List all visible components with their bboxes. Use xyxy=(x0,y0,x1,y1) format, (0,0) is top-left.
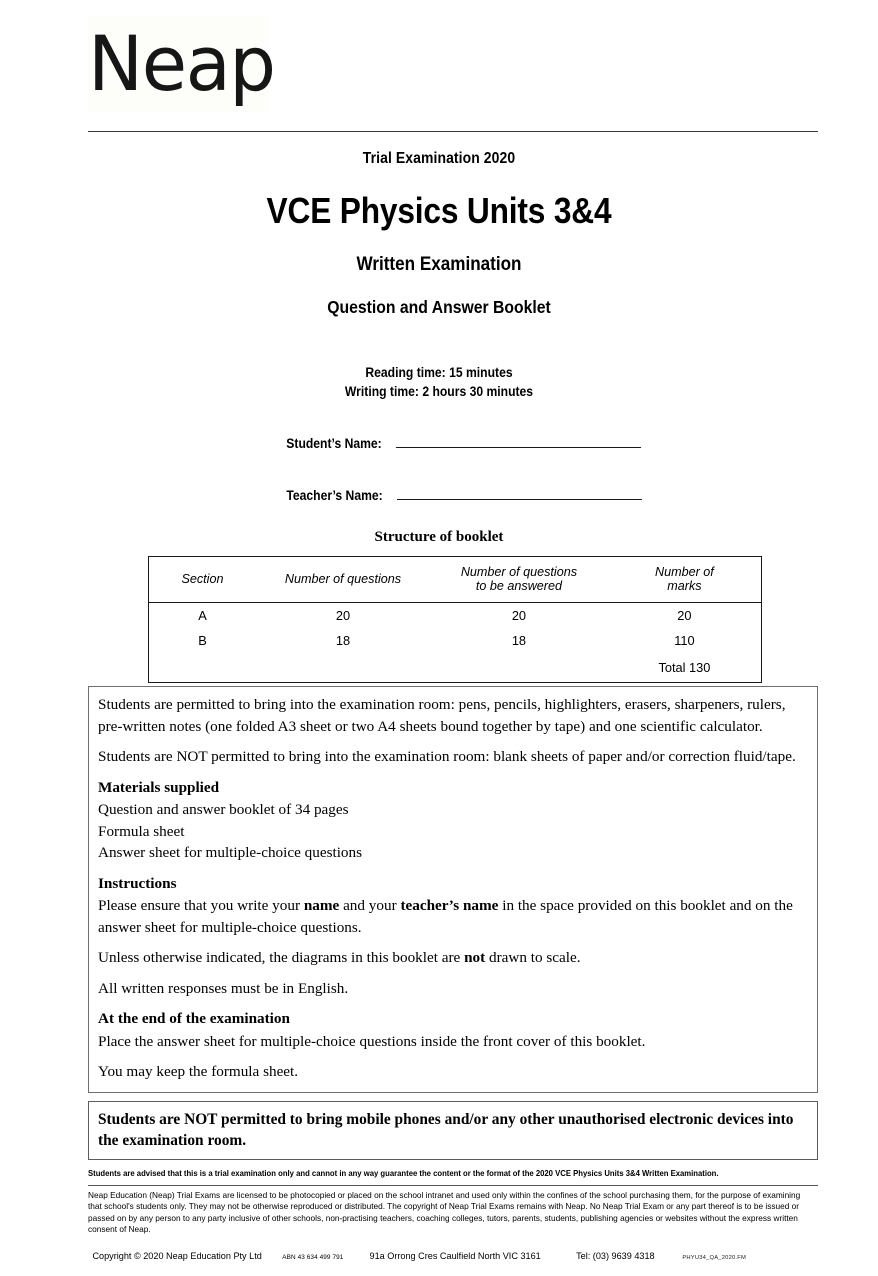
student-name-input[interactable] xyxy=(396,434,641,448)
page-title: VCE Physics Units 3&4 xyxy=(266,190,612,231)
neap-logo xyxy=(88,16,275,112)
cell-empty xyxy=(149,653,256,683)
instruction-english: All written responses must be in English. xyxy=(98,979,349,997)
fine-print-divider xyxy=(88,1185,818,1186)
column-header-questions-to-be-answered xyxy=(430,557,608,603)
column-header-line2: marks xyxy=(667,579,702,593)
booklet-type-label: Question and Answer Booklet xyxy=(327,297,551,317)
title-block xyxy=(0,150,878,318)
materials-supplied-heading: Materials supplied xyxy=(98,778,220,796)
trial-exam-disclaimer xyxy=(88,1168,818,1179)
cell-section: B xyxy=(198,633,207,648)
mobile-phone-warning-box: Students are NOT permitted to bring mobile phones and/or any other unauthorised electronic devices into the examination room. xyxy=(88,1101,818,1160)
license-text: Neap Education (Neap) Trial Exams are licensed to be photocopied or placed on the school intranet and used only within the confines of the school purchasing them, for the purpose of examining that school's students only. They may not be otherwise reproduced or distributed. The copyright of Neap Trial Exams remains with Neap. No Neap Trial Exam or any part thereof is to be issued or passed on by any person to any party inclusive of other schools, non-practising teachers, coaching colleges, tutors, parents, students, publishing agencies or websites without the express written consent of Neap. xyxy=(88,1190,801,1235)
column-header-section: Section xyxy=(149,557,256,603)
end-instruction-keep-formula-sheet: You may keep the formula sheet. xyxy=(98,1063,299,1080)
table-row xyxy=(149,628,762,653)
column-header-line2: to be answered xyxy=(475,579,562,593)
cell-to-be-answered: 18 xyxy=(511,633,527,648)
instr-emphasis-teacher-name: teacher’s name xyxy=(400,897,499,914)
student-name-label: Student’s Name: xyxy=(286,436,382,451)
structure-of-booklet-table xyxy=(148,556,762,683)
document-code-text: PHYU34_QA_2020.FM xyxy=(682,1255,746,1261)
address-text: 91a Orrong Cres Caulfield North VIC 3161 xyxy=(369,1251,542,1262)
cell-marks: 20 xyxy=(677,608,692,623)
instr-text: drawn to scale. xyxy=(485,949,581,966)
column-header-number-of-questions: Number of questions xyxy=(256,557,430,603)
writing-time-label: Writing time: 2 hours 30 minutes xyxy=(344,384,534,399)
instr-emphasis-name: name xyxy=(303,897,340,914)
license-notice xyxy=(88,1190,822,1236)
teacher-name-label: Teacher’s Name: xyxy=(286,488,383,503)
exam-times xyxy=(0,363,878,401)
telephone-text: Tel: (03) 9639 4318 xyxy=(575,1251,655,1262)
cell-section: A xyxy=(198,608,207,623)
abn-text: ABN 43 634 499 791 xyxy=(282,1254,344,1261)
cell-empty xyxy=(256,653,430,683)
cell-marks: 110 xyxy=(674,633,695,648)
teacher-name-input[interactable] xyxy=(397,486,642,500)
neap-logo-text: Neap xyxy=(88,19,275,108)
page-footer xyxy=(88,1251,822,1262)
end-instruction-place-answer-sheet: Place the answer sheet for multiple-choice questions inside the front cover of this booklet. xyxy=(98,1032,646,1050)
column-header-number-of-marks xyxy=(608,557,762,603)
structure-of-booklet-title: Structure of booklet xyxy=(374,529,504,545)
not-permitted-materials-paragraph: Students are NOT permitted to bring into the examination room: blank sheets of paper and/or correction fluid/tape. xyxy=(98,748,796,765)
instruction-write-name xyxy=(98,895,808,938)
cell-number-of-questions: 18 xyxy=(335,633,351,648)
instr-text: Unless otherwise indicated, the diagrams in this booklet are xyxy=(98,949,465,966)
instr-emphasis-not: not xyxy=(464,949,486,966)
materials-item: Question and answer booklet of 34 pages xyxy=(98,801,349,818)
instructions-heading: Instructions xyxy=(98,874,177,892)
permitted-materials-paragraph: Students are permitted to bring into the examination room: pens, pencils, highlighters, erasers, sharpeners, rulers, pre-written notes (one folded A3 sheet or two A4 sheets bound together by tape) and one scientific calculator. xyxy=(98,696,786,735)
trial-examination-line: Trial Examination 2020 xyxy=(362,150,516,167)
column-header-line1: Number of questions xyxy=(460,565,578,579)
cell-number-of-questions: 20 xyxy=(335,608,351,623)
header-divider xyxy=(88,131,818,132)
materials-item: Answer sheet for multiple-choice questions xyxy=(98,844,363,861)
instruction-diagrams-scale xyxy=(98,947,808,969)
teacher-name-field[interactable] xyxy=(281,486,642,503)
cell-empty xyxy=(430,653,608,683)
disclaimer-text: Students are advised that this is a trial examination only and cannot in any way guarantee the content or the format of the 2020 VCE Physics Units 3&4 Written Examination. xyxy=(88,1168,719,1178)
instr-text: in the space provided on this booklet and on the answer sheet for multiple-choice questions. xyxy=(98,897,793,936)
instr-text: and your xyxy=(339,897,401,914)
cell-to-be-answered: 20 xyxy=(511,608,527,623)
end-of-examination-heading: At the end of the examination xyxy=(98,1010,290,1027)
student-name-field[interactable] xyxy=(281,434,641,451)
instructions-box xyxy=(88,686,818,1093)
table-header-row xyxy=(149,557,762,603)
cell-total-marks: Total 130 xyxy=(658,660,711,675)
column-header-line1: Number of xyxy=(655,565,714,579)
table-total-row xyxy=(149,653,762,683)
table-row xyxy=(149,603,762,629)
instr-text: Please ensure that you write your xyxy=(98,897,304,914)
exam-type-label: Written Examination xyxy=(356,254,522,275)
reading-time-label: Reading time: 15 minutes xyxy=(365,365,513,380)
copyright-text: Copyright © 2020 Neap Education Pty Ltd xyxy=(92,1251,262,1262)
materials-item: Formula sheet xyxy=(98,822,185,840)
